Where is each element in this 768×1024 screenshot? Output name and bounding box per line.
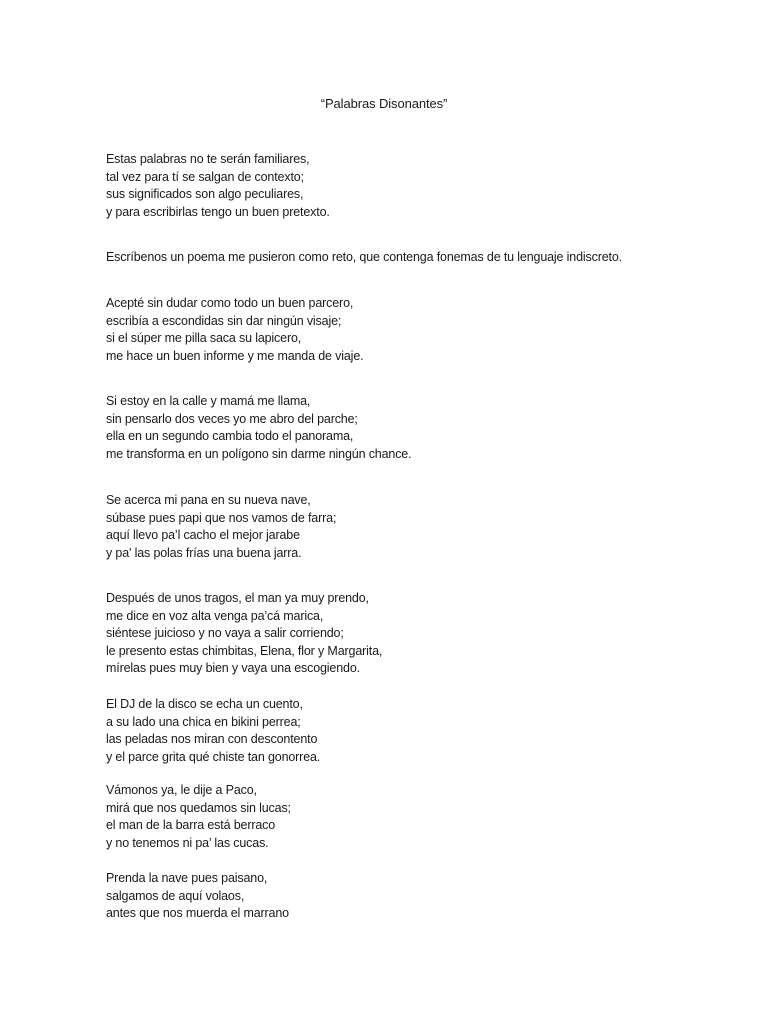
poem-line: si el súper me pilla saca su lapicero, bbox=[106, 331, 302, 346]
poem-line: Acepté sin dudar como todo un buen parcero, bbox=[106, 296, 354, 310]
poem-line: aquí llevo pa’l cacho el mejor jarabe bbox=[106, 528, 300, 543]
poem-line: tal vez para tí se salgan de contexto; bbox=[106, 169, 304, 184]
poem-line: y pa' las polas frías una buena jarra. bbox=[106, 545, 302, 560]
stanza-6 bbox=[106, 590, 382, 678]
poem-line: Estas palabras no te serán familiares, bbox=[106, 152, 310, 166]
poem-title: “Palabras Disonantes” bbox=[320, 96, 448, 111]
stanza-3 bbox=[106, 295, 363, 365]
stanza-8 bbox=[106, 782, 291, 852]
poem-line: mírelas pues muy bien y vaya una escogiendo. bbox=[106, 661, 360, 676]
poem-line: me transforma en un polígono sin darme ningún chance. bbox=[106, 446, 412, 461]
stanza-7 bbox=[106, 696, 320, 766]
poem-line: escribía a escondidas sin dar ningún visaje; bbox=[106, 313, 342, 328]
poem-line: y no tenemos ni pa’ las cucas. bbox=[106, 835, 269, 850]
poem-line: Se acerca mi pana en su nueva nave, bbox=[106, 493, 311, 507]
stanza-4 bbox=[106, 393, 411, 463]
poem-line: le presento estas chimbitas, Elena, flor y Margarita, bbox=[106, 643, 383, 658]
stanza-2 bbox=[106, 249, 622, 267]
stanza-9 bbox=[106, 870, 289, 923]
poem-line: salgamos de aquí volaos, bbox=[106, 888, 245, 903]
poem-line: Si estoy en la calle y mamá me llama, bbox=[106, 394, 311, 408]
poem-line: El DJ de la disco se echa un cuento, bbox=[106, 697, 303, 711]
poem-line: mirá que nos quedamos sin lucas; bbox=[106, 800, 291, 815]
stanza-5 bbox=[106, 492, 336, 562]
poem-line: y para escribirlas tengo un buen pretexto. bbox=[106, 204, 330, 219]
stanza-1 bbox=[106, 151, 330, 221]
poem-line: Después de unos tragos, el man ya muy prendo, bbox=[106, 591, 369, 605]
poem-line: a su lado una chica en bikini perrea; bbox=[106, 714, 301, 729]
poem-line: sus significados son algo peculiares, bbox=[106, 187, 304, 202]
poem-line: ella en un segundo cambia todo el panorama, bbox=[106, 429, 354, 444]
poem-line: sin pensarlo dos veces yo me abro del parche; bbox=[106, 411, 358, 426]
poem-line: siéntese juicioso y no vaya a salir corriendo; bbox=[106, 626, 344, 641]
poem-line: las peladas nos miran con descontento bbox=[106, 732, 318, 747]
poem-line: Escríbenos un poema me pusieron como reto, que contenga fonemas de tu lenguaje indiscreto. bbox=[106, 250, 622, 264]
poem-line: súbase pues papi que nos vamos de farra; bbox=[106, 510, 337, 525]
poem-line: Prenda la nave pues paisano, bbox=[106, 871, 268, 885]
poem-line: antes que nos muerda el marrano bbox=[106, 906, 289, 921]
poem-line: Vámonos ya, le dije a Paco, bbox=[106, 783, 257, 797]
poem-line: me dice en voz alta venga pa’cá marica, bbox=[106, 608, 324, 623]
poem-line: el man de la barra está berraco bbox=[106, 818, 276, 833]
poem-line: me hace un buen informe y me manda de viaje. bbox=[106, 348, 364, 363]
poem-line: y el parce grita qué chiste tan gonorrea. bbox=[106, 749, 321, 764]
